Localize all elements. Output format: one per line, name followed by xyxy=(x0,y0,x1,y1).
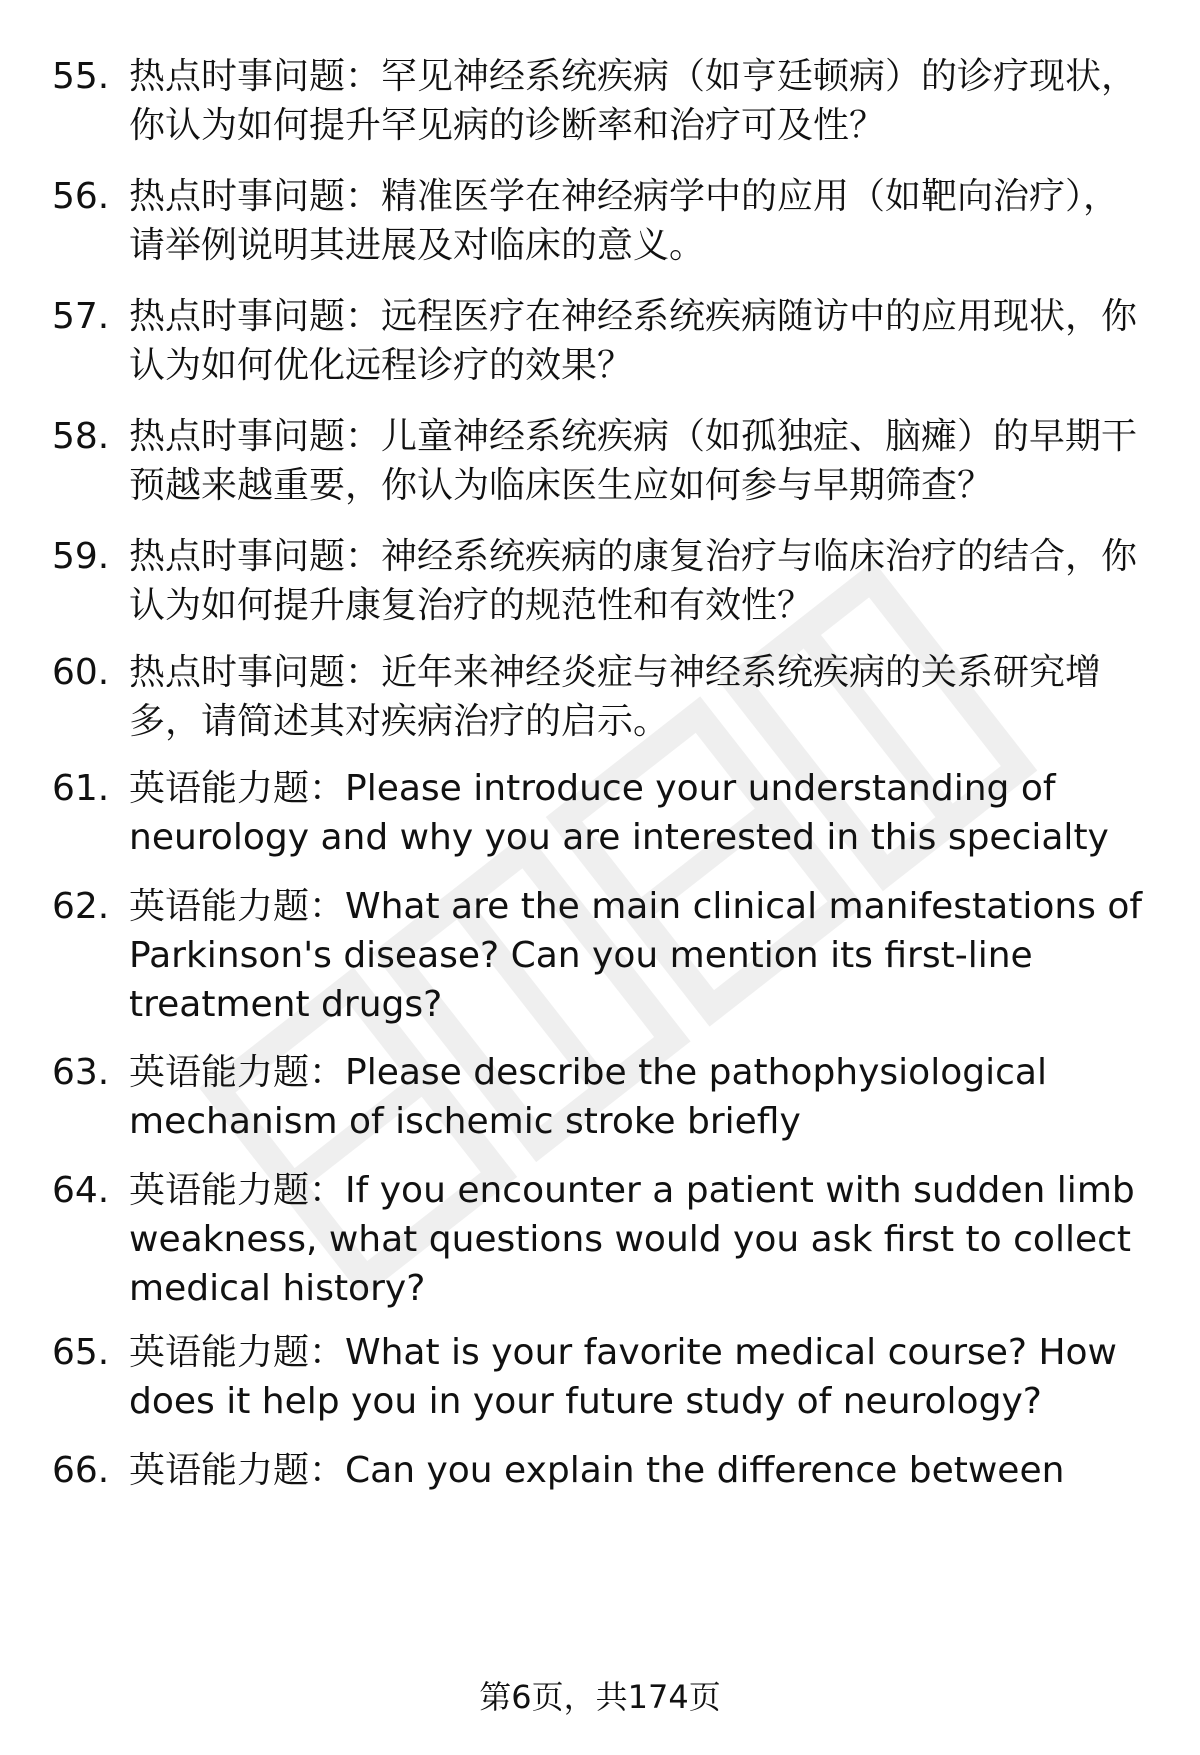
question-text: 英语能力题：Can you explain the difference between xyxy=(129,1450,1065,1491)
question-number: 58. xyxy=(52,416,110,457)
question-number: 59. xyxy=(52,536,110,577)
question-text: 英语能力题：What are the main clinical manifestations of Parkinson's disease? Can you mention its first-line treatment drugs? xyxy=(129,886,1143,1025)
question-number: 56. xyxy=(52,176,110,217)
question-text: 热点时事问题：罕见神经系统疾病（如亨廷顿病）的诊疗现状，你认为如何提升罕见病的诊断率和治疗可及性？ xyxy=(129,56,1138,146)
question-text: 热点时事问题：神经系统疾病的康复治疗与临床治疗的结合，你认为如何提升康复治疗的规范性和有效性？ xyxy=(129,536,1138,626)
question-text: 热点时事问题：儿童神经系统疾病（如孤独症、脑瘫）的早期干预越来越重要，你认为临床医生应如何参与早期筛查？ xyxy=(129,416,1138,506)
question-number: 62. xyxy=(52,886,110,927)
question-text: 英语能力题：Please introduce your understanding of neurology and why you are interested in this specialty xyxy=(129,768,1109,858)
page-number-footer: 第6页，共174页 xyxy=(479,1678,721,1716)
question-number: 55. xyxy=(52,56,110,97)
question-number: 57. xyxy=(52,296,110,337)
question-text: 热点时事问题：远程医疗在神经系统疾病随访中的应用现状，你认为如何优化远程诊疗的效果？ xyxy=(129,296,1138,386)
question-text: 英语能力题：If you encounter a patient with sudden limb weakness, what questions would you ask first to collect medical history? xyxy=(129,1170,1135,1309)
question-number: 66. xyxy=(52,1450,110,1491)
question-number: 64. xyxy=(52,1170,110,1211)
question-number: 61. xyxy=(52,768,110,809)
question-text: 英语能力题：Please describe the pathophysiological mechanism of ischemic stroke briefly xyxy=(129,1052,1047,1142)
question-text: 热点时事问题：近年来神经炎症与神经系统疾病的关系研究增多，请简述其对疾病治疗的启示。 xyxy=(129,652,1102,742)
question-number: 65. xyxy=(52,1332,110,1373)
question-number: 63. xyxy=(52,1052,110,1093)
question-text: 英语能力题：What is your favorite medical course? How does it help you in your future study of neurology? xyxy=(129,1332,1117,1422)
question-number: 60. xyxy=(52,652,110,693)
question-text: 热点时事问题：精准医学在神经病学中的应用（如靶向治疗），请举例说明其进展及对临床的意义。 xyxy=(129,176,1120,266)
